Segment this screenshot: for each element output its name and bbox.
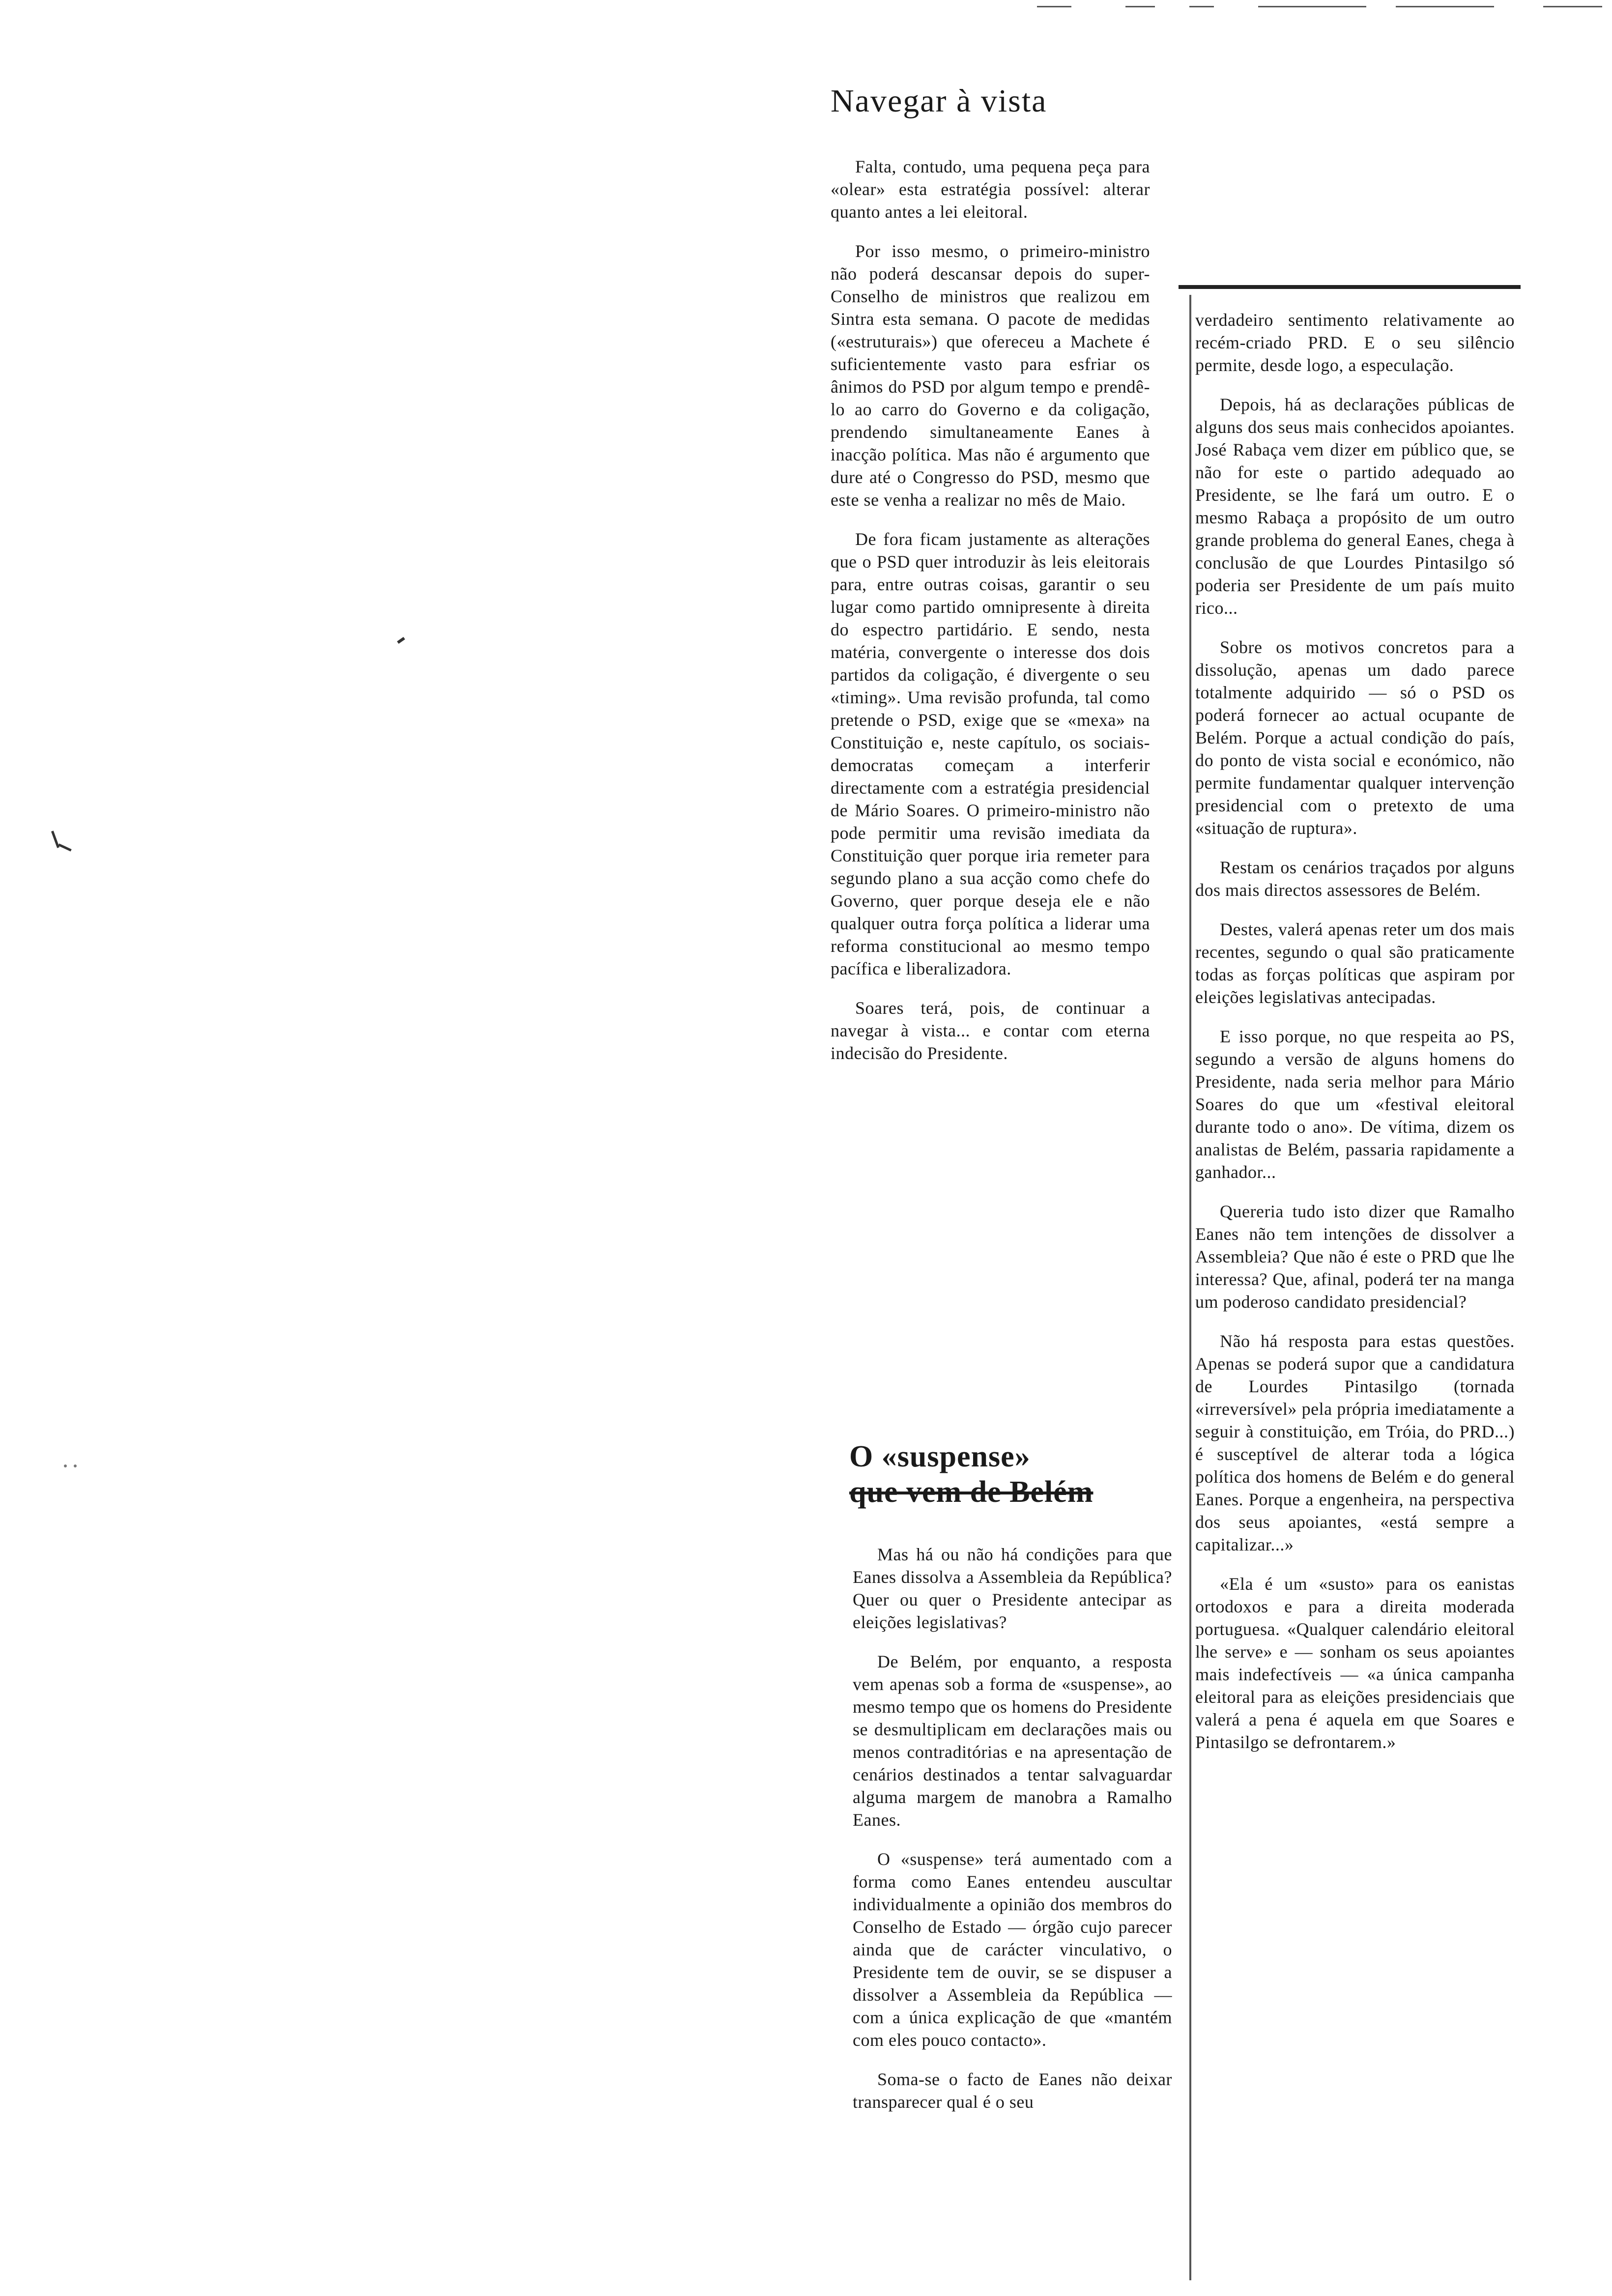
paragraph: Destes, valerá apenas reter um dos mais recentes, segundo o qual são praticamente todas as forças políticas que aspiram por eleições legislativas antecipadas. [1195, 919, 1515, 1007]
subtitle-line: O «suspense» [849, 1440, 1031, 1473]
paragraph: De Belém, por enquanto, a resposta vem apenas sob a forma de «suspense», ao mesmo tempo que os homens do Presidente se desmultiplicam em declarações mais ou menos contraditórias e na apresentação de cenários destinados a tentar salvaguardar alguma margem de manobra a Ramalho Eanes. [853, 1652, 1172, 1830]
paragraph: Sobre os motivos concretos para a dissolução, apenas um dado parece totalmente adquirido — só o PSD os poderá fornecer ao actual ocupante de Belém. Porque a actual condição do país, do ponto de vista social e económico, não permite fundamentar qualquer intervenção presidencial com o pretexto de uma «situação de ruptura». [1195, 637, 1515, 838]
article-column-left [831, 155, 1150, 1081]
scan-edge-line [1125, 6, 1155, 7]
article-column-left-lower [853, 1543, 1172, 2130]
column-top-rule [1179, 285, 1521, 289]
scan-edge-line [1189, 6, 1214, 7]
paragraph: O «suspense» terá aumentado com a forma como Eanes entendeu auscultar individualmente a opinião dos membros do Conselho de Estado — órgão cujo parecer ainda que de carácter vinculativo, o Presidente tem de ouvir, se se dispuser a dissolver a Assembleia da República — com a única explicação de que «mantém com eles pouco contacto». [853, 1849, 1172, 2050]
paragraph: Soma-se o facto de Eanes não deixar transparecer qual é o seu [853, 2069, 1172, 2112]
paragraph: Falta, contudo, uma pequena peça para «olear» esta estratégia possível: alterar quanto antes a lei eleitoral. [831, 157, 1150, 222]
scan-mark [397, 637, 405, 644]
paragraph: De fora ficam justamente as alterações que o PSD quer introduzir às leis eleitorais para, entre outras coisas, garantir o seu lugar como partido omnipresente à direita do espectro partidário. E sendo, nesta matéria, convergente o interesse dos dois partidos da coligação, é divergente o seu «timing». Uma revisão profunda, tal como pretende o PSD, exige que se «mexa» na Constituição e, neste capítulo, os sociais-democratas começam a interferir directamente com a estratégia presidencial de Mário Soares. O primeiro-ministro não pode permitir uma revisão imediata da Constituição quer porque iria remeter para segundo plano a sua acção como chefe do Governo, quer porque deseja ele e não qualquer outra força política a liderar uma reforma constitucional ao mesmo tempo pacífica e liberalizadora. [831, 529, 1150, 978]
scan-mark [58, 843, 71, 851]
scan-speck [64, 1464, 67, 1467]
section-subtitle [849, 1439, 1093, 1510]
paragraph: Por isso mesmo, o primeiro-ministro não poderá descansar depois do super-Conselho de ministros que realizou em Sintra esta semana. O pacote de medidas («estruturais») que ofereceu a Machete é suficientemente vasto para esfriar os ânimos do PSD por algum tempo e prendê-lo ao carro do Governo e da coligação, prendendo simultaneamente Eanes à inacção política. Mas não é argumento que dure até o Congresso do PSD, mesmo que este se venha a realizar no mês de Maio. [831, 241, 1150, 510]
paragraph: E isso porque, no que respeita ao PS, segundo a versão de alguns homens do Presidente, nada seria melhor para Mário Soares do que um «festival eleitoral durante todo o ano». De vítima, dizem os analistas de Belém, passaria rapidamente a ganhador... [1195, 1027, 1515, 1182]
scan-edge-line [1258, 6, 1366, 7]
paragraph: Quereria tudo isto dizer que Ramalho Eanes não tem intenções de dissolver a Assembleia? Que não é este o PRD que lhe interessa? Que, afinal, poderá ter na manga um poderoso candidato presidencial? [1195, 1202, 1515, 1312]
paragraph: Mas há ou não há condições para que Eanes dissolva a Assembleia da República? Quer ou quer o Presidente antecipar as eleições legislativas? [853, 1545, 1172, 1632]
scan-edge-line [1543, 6, 1602, 7]
scan-speck [74, 1464, 77, 1467]
article-title: Navegar à vista [831, 83, 1047, 119]
article-column-right [1195, 309, 1515, 1770]
subtitle-line: que vem de Belém [849, 1475, 1094, 1509]
paragraph: verdadeiro sentimento relativamente ao recém-criado PRD. E o seu silêncio permite, desde logo, a especulação. [1195, 310, 1515, 375]
column-divider [1189, 295, 1191, 2280]
paragraph: «Ela é um «susto» para os eanistas ortodoxos e para a direita moderada portuguesa. «Qualquer calendário eleitoral lhe serve» e — sonham os seus apoiantes mais indefectíveis — «a única campanha eleitoral para as eleições presidenciais que valerá a pena é aquela em que Soares e Pintasilgo se defrontarem.» [1195, 1574, 1515, 1752]
paragraph: Soares terá, pois, de continuar a navegar à vista... e contar com eterna indecisão do Presidente. [831, 998, 1150, 1063]
paragraph: Não há resposta para estas questões. Apenas se poderá supor que a candidatura de Lourdes Pintasilgo (tornada «irreversível» pela própria imediatamente a seguir à constituição, em Tróia, do PRD...) é susceptível de alterar toda a lógica política dos homens de Belém e do general Eanes. Porque a engenheira, na perspectiva dos seus apoiantes, «está sempre a capitalizar...» [1195, 1331, 1515, 1554]
scan-edge-line [1396, 6, 1494, 7]
paragraph: Depois, há as declarações públicas de alguns dos seus mais conhecidos apoiantes. José Rabaça vem dizer em público que, se não for este o partido adequado ao Presidente, se lhe fará um outro. E o mesmo Rabaça a propósito de um outro grande problema do general Eanes, chega à conclusão de que Lourdes Pintasilgo só poderia ser Presidente de um país muito rico... [1195, 395, 1515, 618]
scan-edge-line [1037, 6, 1071, 7]
paragraph: Restam os cenários traçados por alguns dos mais directos assessores de Belém. [1195, 858, 1515, 900]
